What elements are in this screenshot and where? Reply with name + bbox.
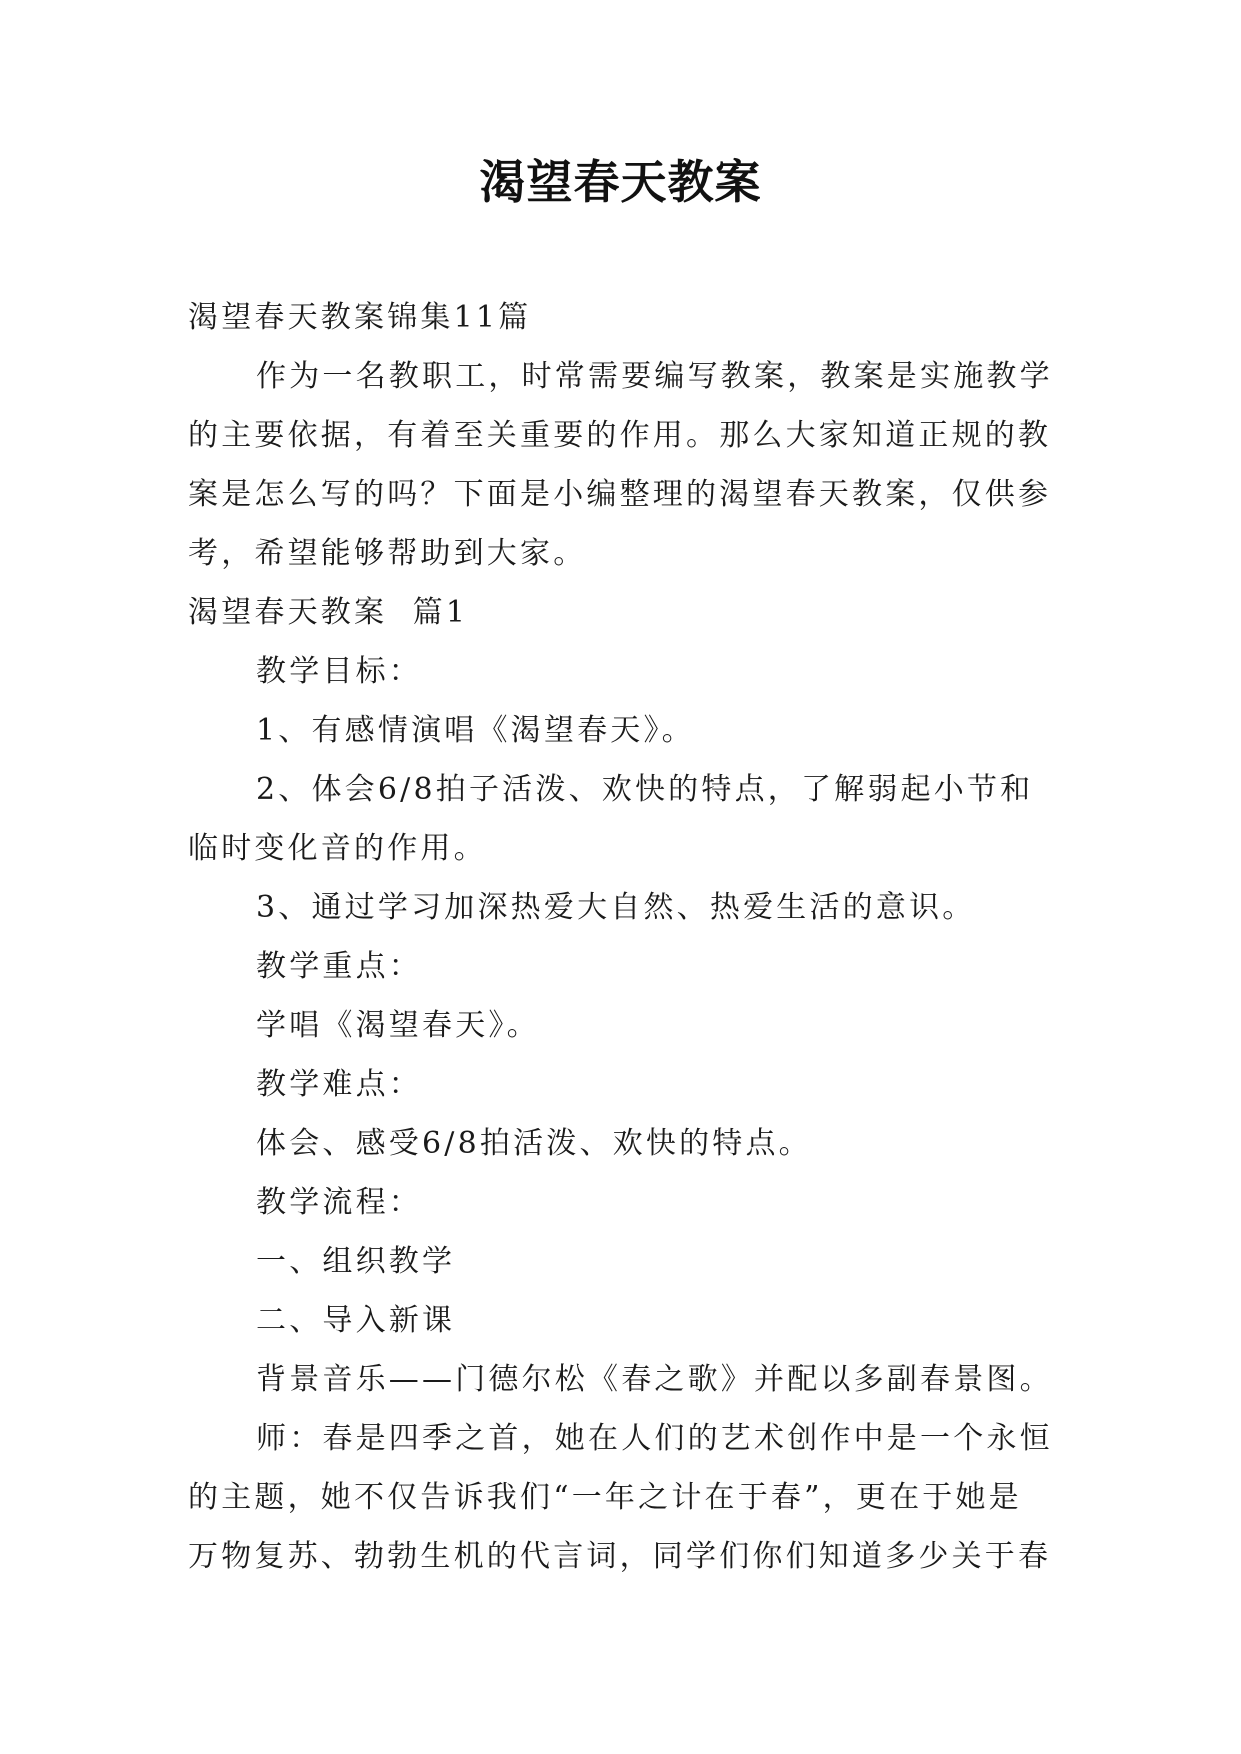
- process-label: 教学流程：: [256, 1185, 422, 1220]
- key-points-label: 教学重点：: [256, 949, 422, 984]
- intro-paragraph: 作为一名教职工，时常需要编写教案，教案是实施教学的主要依据，有着至关重要的作用。那么大家知道正规的教案是怎么写的吗？下面是小编整理的渴望春天教案，仅供参考，希望能够帮助到大家。: [188, 359, 1053, 571]
- goal-item-1: 1、有感情演唱《渴望春天》。: [256, 713, 695, 748]
- goal-item-3: 3、通过学习加深热爱大自然、热爱生活的意识。: [256, 890, 976, 925]
- process-step-2: 二、导入新课: [256, 1303, 456, 1338]
- goal-item-2: 2、体会6/8拍子活泼、欢快的特点，了解弱起小节和临时变化音的作用。: [188, 772, 1034, 866]
- document-title: 渴望春天教案: [479, 155, 762, 209]
- collection-heading: 渴望春天教案锦集11篇: [188, 300, 532, 335]
- section-heading: 渴望春天教案 篇1: [188, 595, 469, 630]
- document-body: [188, 288, 1054, 1586]
- teaching-goals-label: 教学目标：: [256, 654, 422, 689]
- key-points-text: 学唱《渴望春天》。: [256, 1008, 540, 1043]
- process-step-1: 一、组织教学: [256, 1244, 456, 1279]
- teacher-speech-text: 师：春是四季之首，她在人们的艺术创作中是一个永恒的主题，她不仅告诉我们“一年之计在于春”，更在于她是万物复苏、勃勃生机的代言词，同学们你们知道多少关于春: [188, 1421, 1053, 1574]
- difficulty-label: 教学难点：: [256, 1067, 422, 1102]
- background-music-text: 背景音乐——门德尔松《春之歌》并配以多副春景图。: [256, 1362, 1053, 1397]
- difficulty-text: 体会、感受6/8拍活泼、欢快的特点。: [256, 1126, 812, 1161]
